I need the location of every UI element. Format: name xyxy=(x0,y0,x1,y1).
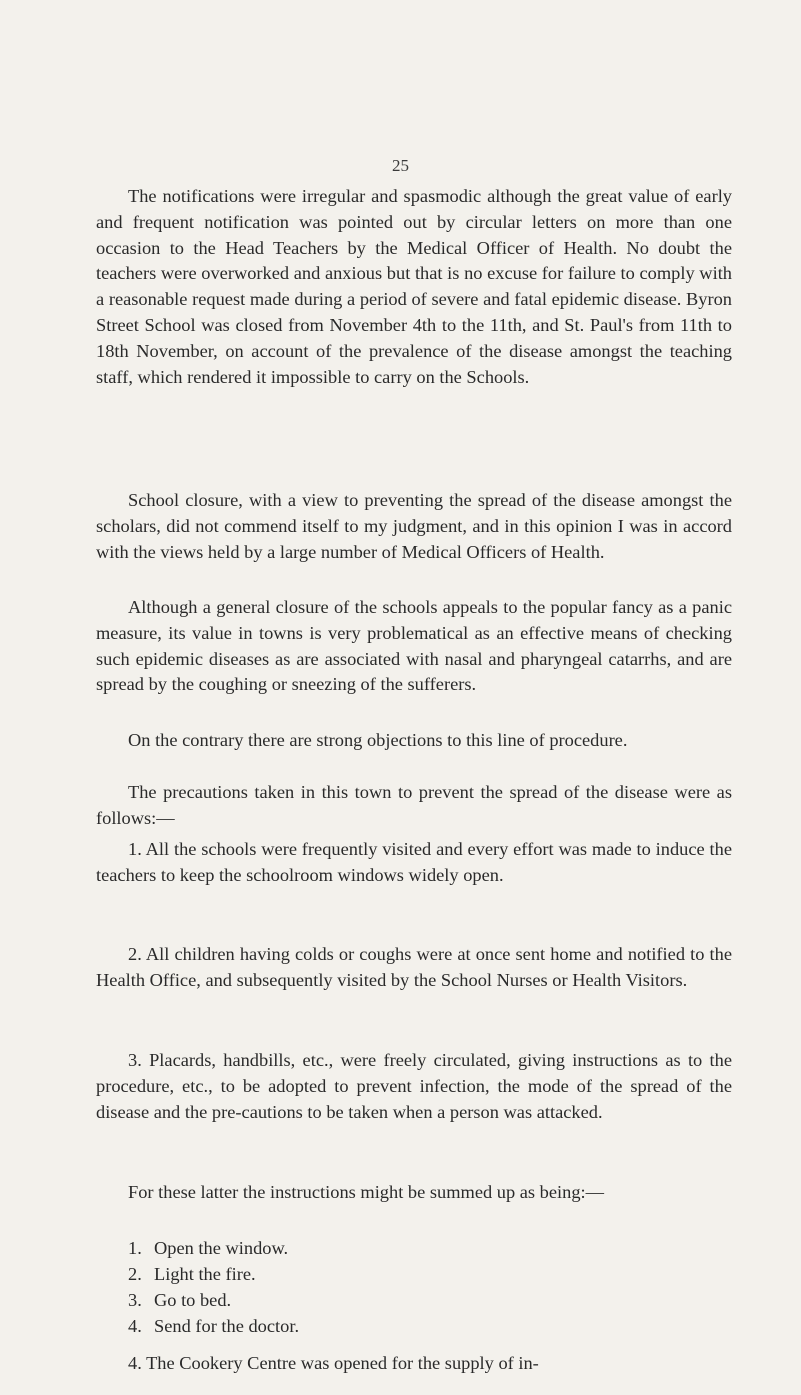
instruction-item-3 xyxy=(96,1287,732,1313)
precaution-number: 1. xyxy=(128,839,142,859)
instruction-text: Send for the doctor. xyxy=(154,1316,300,1336)
paragraph-school-closure: School closure, with a view to preventing the spread of the disease amongst the scholars, did not commend itself to my judgment, and in this opinion I was in accord with the views held by a large number of Medical Officers of Health. xyxy=(96,490,732,562)
instruction-number: 2. xyxy=(128,1264,142,1284)
paragraph-objections: On the contrary there are strong objections to this line of procedure. xyxy=(128,730,628,750)
instructions-list xyxy=(96,1235,732,1339)
precaution-item-1 xyxy=(96,837,732,889)
precaution-item-4 xyxy=(96,1351,732,1377)
precaution-text: The Cookery Centre was opened for the supply of in- xyxy=(146,1353,539,1373)
instruction-text: Go to bed. xyxy=(154,1290,232,1310)
instruction-item-1 xyxy=(96,1235,732,1261)
precaution-text: All the schools were frequently visited and every effort was made to induce the teachers to keep the schoolroom windows widely open. xyxy=(96,839,733,885)
instruction-text: Light the fire. xyxy=(154,1264,256,1284)
paragraph-notifications: The notifications were irregular and spasmodic although the great value of early and frequent notification was pointed out by circular letters on more than one occasion to the Head Teachers by the Medical Officer of Health. No doubt the teachers were overworked and anxious but that is no excuse for failure to comply with a reasonable request made during a period of severe and fatal epidemic disease. Byron Street School was closed from November 4th to the 11th, and St. Paul's from 11th to 18th November, on account of the prevalence of the disease amongst the teaching staff, which rendered it impossible to carry on the Schools. xyxy=(96,186,732,387)
precaution-number: 2. xyxy=(128,944,142,964)
precaution-text: All children having colds or coughs were at once sent home and notified to the Health Office, and subsequently visited by the School Nurses or Health Visitors. xyxy=(96,944,732,990)
precaution-text: Placards, handbills, etc., were freely circulated, giving instructions as to the procedure, etc., to be adopted to prevent infection, the mode of the spread of the disease and the pre-cautions to be taken when a person was attacked. xyxy=(96,1050,732,1122)
page-number: 25 xyxy=(392,156,409,175)
instruction-number: 1. xyxy=(128,1238,142,1258)
instruction-text: Open the window. xyxy=(154,1238,289,1258)
precaution-item-2 xyxy=(96,942,732,994)
instruction-item-4 xyxy=(96,1313,732,1339)
instruction-item-2 xyxy=(96,1261,732,1287)
instruction-number: 3. xyxy=(128,1290,142,1310)
paragraph-general-closure: Although a general closure of the schools appeals to the popular fancy as a panic measure, its value in towns is very problematical as an effective means of checking such epidemic diseases as are associated with nasal and pharyngeal catarrhs, and are spread by the coughing or sneezing of the sufferers. xyxy=(96,597,732,695)
precaution-number: 3. xyxy=(128,1050,142,1070)
paragraph-precautions-intro: The precautions taken in this town to prevent the spread of the disease were as follows:— xyxy=(96,782,732,828)
precaution-item-3 xyxy=(96,1048,732,1125)
instruction-number: 4. xyxy=(128,1316,142,1336)
precaution-number: 4. xyxy=(128,1353,142,1373)
paragraph-summary-intro: For these latter the instructions might be summed up as being:— xyxy=(128,1182,605,1202)
